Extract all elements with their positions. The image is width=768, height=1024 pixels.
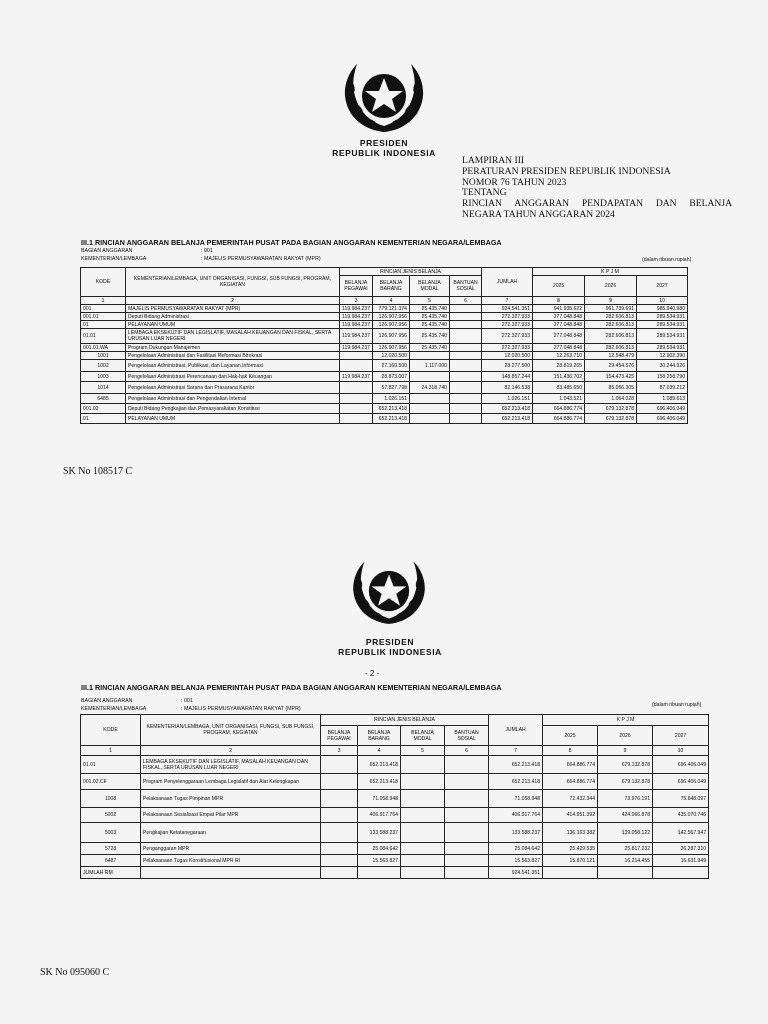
cell-bantuan-sosial [445, 855, 489, 867]
cell-belanja-pegawai [340, 352, 373, 360]
cell-uraian: LEMBAGA EKSEKUTIF DAN LEGISLATIF, MASALAH KEUANGAN DAN FISKAL, SERTA URUSAN LUAR NEGERI [141, 756, 321, 774]
cell-kpjm-2026: 282.606.813 [585, 329, 637, 344]
cell-uraian: Deputi Bidang Administrasi [126, 313, 340, 321]
cell-kpjm-2027: 87.039.212 [637, 382, 688, 394]
cell-belanja-barang: 15.563.827 [358, 855, 401, 867]
cell-kpjm-2027: 142.567.947 [653, 823, 709, 843]
cell-kpjm-2027: 289.534.931 [637, 321, 688, 329]
cell-belanja-pegawai: 119.984.237 [340, 313, 373, 321]
cell-belanja-barang: 126.907.956 [373, 321, 410, 329]
cell-jumlah: 15.563.827 [489, 855, 543, 867]
cell-kpjm-2026: 679.132.878 [598, 774, 653, 790]
cell-belanja-modal [410, 372, 450, 382]
col-number: 2 [126, 297, 340, 305]
table-row [81, 352, 688, 360]
cell-belanja-barang: 779.121.374 [373, 305, 410, 313]
cell-kpjm-2025: 136.163.382 [543, 823, 598, 843]
cell-kode: 6485 [81, 394, 126, 404]
cell-belanja-modal [410, 404, 450, 414]
table-row [81, 843, 709, 855]
col-number: 6 [450, 297, 482, 305]
cell-belanja-pegawai [321, 843, 358, 855]
lampiran-line: RINCIAN ANGGARAN PENDAPATAN DAN BELANJA [462, 198, 732, 210]
header-kode: KODE [81, 268, 126, 297]
cell-kode: 1003 [81, 372, 126, 382]
cell-kode: 1001 [81, 352, 126, 360]
cell-bantuan-sosial [445, 774, 489, 790]
cell-jumlah: 924.541.351 [489, 867, 543, 879]
cell-uraian: PELAYANAN UMUM [126, 414, 340, 424]
table-row [81, 756, 709, 774]
cell-belanja-barang: 652.213.418 [358, 756, 401, 774]
cell-bantuan-sosial [445, 843, 489, 855]
cell-bantuan-sosial [450, 360, 482, 372]
cell-belanja-pegawai: 119.984.237 [340, 321, 373, 329]
cell-belanja-modal [401, 867, 445, 879]
cell-kpjm-2027: 26.287.310 [653, 843, 709, 855]
page-number: - 2 - [365, 669, 380, 678]
cell-belanja-modal [410, 394, 450, 404]
table-row [81, 823, 709, 843]
cell-bantuan-sosial [445, 808, 489, 823]
table-row [81, 790, 709, 808]
col-number: 4 [358, 746, 401, 756]
cell-belanja-barang: 28.873.007 [373, 372, 410, 382]
table-row [81, 414, 688, 424]
cell-jumlah: 272.327.933 [482, 329, 533, 344]
cell-belanja-modal: 25.435.740 [410, 313, 450, 321]
cell-kpjm-2025: 83.485.650 [533, 382, 585, 394]
cell-uraian: Deputi Bidang Pengkajian dan Pemasyarakatan Konstitusi [126, 404, 340, 414]
header-2026: 2026 [598, 726, 653, 746]
cell-kode: 001 [81, 305, 126, 313]
cell-belanja-pegawai [321, 774, 358, 790]
cell-kpjm-2026: 679.132.878 [585, 414, 637, 424]
cell-kpjm-2025: 277.048.848 [533, 321, 585, 329]
cell-belanja-modal: 24.318.740 [410, 382, 450, 394]
cell-jumlah: 133.588.237 [489, 823, 543, 843]
cell-kpjm-2025: 277.048.848 [533, 313, 585, 321]
cell-kpjm-2025: 25.429.535 [543, 843, 598, 855]
cell-jumlah: 82.146.538 [482, 382, 533, 394]
cell-jumlah: 924.541.351 [482, 305, 533, 313]
cell-kpjm-2026: 424.066.878 [598, 808, 653, 823]
cell-belanja-modal: 1.117.000 [410, 360, 450, 372]
col-number: 6 [445, 746, 489, 756]
cell-belanja-pegawai [321, 808, 358, 823]
cell-belanja-modal: 25.435.740 [410, 329, 450, 344]
cell-jumlah: 652.213.418 [489, 774, 543, 790]
cell-belanja-pegawai: 119.984.237 [340, 344, 373, 352]
cell-belanja-pegawai [321, 790, 358, 808]
cell-kode: 001.02 [81, 404, 126, 414]
header-rincian: RINCIAN JENIS BELANJA [321, 715, 489, 726]
cell-belanja-pegawai: 119.984.237 [340, 329, 373, 344]
cell-bantuan-sosial [450, 344, 482, 352]
cell-kpjm-2027: 696.406.049 [637, 414, 688, 424]
cell-kpjm-2025: 1.043.521 [533, 394, 585, 404]
cell-kpjm-2027: 289.534.931 [637, 329, 688, 344]
lampiran-line: LAMPIRAN III [462, 155, 525, 166]
cell-kpjm-2027 [653, 867, 709, 879]
brand-line-2: REPUBLIK INDONESIA [332, 148, 436, 158]
cell-belanja-modal [401, 808, 445, 823]
brand [284, 138, 484, 158]
cell-kpjm-2027: 696.406.049 [653, 774, 709, 790]
meta-label: BAGIAN ANGGARAN [81, 248, 133, 254]
cell-kode: 01 [81, 321, 126, 329]
cell-kpjm-2026: 29.454.576 [585, 360, 637, 372]
cell-kpjm-2025: 277.048.848 [533, 329, 585, 344]
cell-kode: 6487 [81, 855, 141, 867]
unit-note: (dalam ribuan rupiah) [642, 257, 692, 263]
table-row [81, 344, 688, 352]
cell-bantuan-sosial [450, 313, 482, 321]
meta-label: KEMENTERIAN/LEMBAGA [81, 256, 147, 262]
cell-jumlah: 652.213.418 [482, 404, 533, 414]
table-row [81, 329, 688, 344]
cell-kpjm-2026: 282.606.813 [585, 313, 637, 321]
col-number: 10 [637, 297, 688, 305]
cell-belanja-barang: 126.907.956 [373, 329, 410, 344]
header-2027: 2027 [637, 276, 688, 297]
col-number: 10 [653, 746, 709, 756]
cell-bantuan-sosial [450, 404, 482, 414]
col-number: 5 [410, 297, 450, 305]
table-row [81, 855, 709, 867]
cell-kpjm-2027: 289.534.931 [637, 313, 688, 321]
sk-number-1: SK No 108517 C [63, 466, 133, 477]
brand-line-2: REPUBLIK INDONESIA [338, 647, 442, 657]
header-belanja-barang: BELANJA BARANG [373, 276, 410, 297]
cell-jumlah: 652.213.418 [489, 756, 543, 774]
cell-kpjm-2026: 282.606.813 [585, 321, 637, 329]
cell-belanja-pegawai [321, 855, 358, 867]
cell-kpjm-2025: 15.870.121 [543, 855, 598, 867]
table-row [81, 404, 688, 414]
meta-block [81, 697, 301, 713]
cell-kpjm-2026: 679.132.878 [598, 756, 653, 774]
lampiran-line: PERATURAN PRESIDEN REPUBLIK INDONESIA [462, 165, 671, 177]
table-row [81, 774, 709, 790]
garuda-emblem-icon [346, 554, 432, 628]
cell-kode: 5002 [81, 808, 141, 823]
cell-kpjm-2026: 1.064.028 [585, 394, 637, 404]
cell-belanja-barang: 57.827.798 [373, 382, 410, 394]
header-2025: 2025 [533, 276, 585, 297]
cell-belanja-barang: 406.917.764 [358, 808, 401, 823]
cell-belanja-modal: 25.435.740 [410, 344, 450, 352]
cell-belanja-pegawai [340, 414, 373, 424]
cell-uraian: PELAYANAN UMUM [126, 321, 340, 329]
cell-kpjm-2025: 941.935.622 [533, 305, 585, 313]
cell-kpjm-2027: 985.940.980 [637, 305, 688, 313]
meta-value: : 001 [181, 698, 193, 704]
cell-uraian: Pengelolaan Administrasi dan Pengendalian Internal [126, 394, 340, 404]
cell-uraian: Program Dukungan Manajemen [126, 344, 340, 352]
cell-belanja-modal [401, 756, 445, 774]
cell-belanja-barang: 25.084.642 [358, 843, 401, 855]
cell-belanja-pegawai [340, 404, 373, 414]
table-row [81, 382, 688, 394]
col-number: 3 [321, 746, 358, 756]
table-row [81, 360, 688, 372]
cell-kode: 01.01 [81, 756, 141, 774]
cell-kpjm-2025: 72.432.344 [543, 790, 598, 808]
section-title: III.1 RINCIAN ANGGARAN BELANJA PEMERINTAH PUSAT PADA BAGIAN ANGGARAN KEMENTERIAN NEGARA/LEMBAGA [81, 238, 502, 247]
cell-kpjm-2025: 151.436.702 [533, 372, 585, 382]
cell-bantuan-sosial [445, 756, 489, 774]
table-row [81, 394, 688, 404]
cell-belanja-pegawai [321, 756, 358, 774]
table-row [81, 305, 688, 313]
col-number: 9 [598, 746, 653, 756]
cell-kpjm-2027: 289.534.931 [637, 344, 688, 352]
cell-kpjm-2027: 696.406.049 [637, 404, 688, 414]
cell-kode: 01 [81, 414, 126, 424]
col-number: 8 [533, 297, 585, 305]
cell-kpjm-2026 [598, 867, 653, 879]
cell-jumlah: 272.327.933 [482, 344, 533, 352]
budget-table-page-2 [80, 714, 709, 879]
cell-kpjm-2025: 414.951.392 [543, 808, 598, 823]
cell-kpjm-2026: 16.214.455 [598, 855, 653, 867]
cell-bantuan-sosial [450, 382, 482, 394]
cell-kpjm-2026: 12.548.479 [585, 352, 637, 360]
meta-label: KEMENTERIAN/LEMBAGA [81, 706, 147, 712]
header-belanja-modal: BELANJA MODAL [410, 276, 450, 297]
cell-bantuan-sosial [450, 394, 482, 404]
cell-belanja-barang: 652.213.418 [358, 774, 401, 790]
cell-kpjm-2027: 16.631.949 [653, 855, 709, 867]
header-kpjm: K P J M [533, 268, 688, 276]
header-bantuan-sosial: BANTUAN SOSIAL [450, 276, 482, 297]
cell-belanja-modal [410, 414, 450, 424]
lampiran-line: NEGARA TAHUN ANGGARAN 2024 [462, 208, 615, 220]
sk-number-2: SK No 095060 C [40, 967, 110, 978]
cell-jumlah: 272.327.933 [482, 321, 533, 329]
cell-belanja-modal: 25.435.740 [410, 305, 450, 313]
cell-uraian: Pengelolaan Administrasi Sarana dan Prasarana Kantor [126, 382, 340, 394]
cell-uraian: LEMBAGA EKSEKUTIF DAN LEGISLATIF, MASALAH KEUANGAN DAN FISKAL, SERTA URUSAN LUAR NEGERI [126, 329, 340, 344]
cell-kode: 01.01 [81, 329, 126, 344]
cell-jumlah: 272.327.933 [482, 313, 533, 321]
cell-belanja-barang: 126.907.956 [373, 344, 410, 352]
meta-label: BAGIAN ANGGARAN [81, 698, 133, 704]
header-belanja-pegawai: BELANJA PEGAWAI [340, 276, 373, 297]
cell-kpjm-2025: 277.048.848 [533, 344, 585, 352]
header-kpjm: K P J M [543, 715, 709, 726]
meta-value: : MAJELIS PERMUSYAWARATAN RAKYAT (MPR) [201, 256, 321, 262]
header-bantuan-sosial: BANTUAN SOSIAL [445, 726, 489, 746]
cell-uraian: Pelaksanaan Tugas Konstitusional MPR RI [141, 855, 321, 867]
cell-belanja-barang: 27.160.500 [373, 360, 410, 372]
header-2026: 2026 [585, 276, 637, 297]
cell-uraian: Pengelolaan Administrasi dan Fasilitasi Reformasi Birokrasi [126, 352, 340, 360]
cell-belanja-modal [401, 823, 445, 843]
cell-kpjm-2027: 696.406.049 [653, 756, 709, 774]
header-jumlah: JUMLAH [482, 268, 533, 297]
header-2025: 2025 [543, 726, 598, 746]
table-row [81, 321, 688, 329]
meta-block [81, 247, 321, 263]
cell-bantuan-sosial [450, 352, 482, 360]
table-row [81, 867, 709, 879]
cell-kpjm-2027: 75.848.097 [653, 790, 709, 808]
cell-jumlah: 28.277.500 [482, 360, 533, 372]
header-uraian: KEMENTERIAN/LEMBAGA, UNIT ORGANISASI, FUNGSI, SUB FUNGSI, PROGRAM, KEGIATAN [141, 715, 321, 746]
lampiran-line: NOMOR 76 TAHUN 2023 [462, 176, 567, 188]
cell-kpjm-2027: 1.089.613 [637, 394, 688, 404]
cell-belanja-barang: 12.020.500 [373, 352, 410, 360]
cell-jumlah: 652.213.418 [482, 414, 533, 424]
table-row [81, 313, 688, 321]
table-row [81, 808, 709, 823]
cell-kpjm-2025: 664.886.774 [543, 756, 598, 774]
cell-bantuan-sosial [450, 372, 482, 382]
cell-belanja-modal [410, 352, 450, 360]
cell-uraian: Program Penyelenggaraan Lembaga Legislatif dan Alat Kelengkapan [141, 774, 321, 790]
unit-note: (dalam ribuan rupiah) [652, 702, 702, 708]
meta-value: : MAJELIS PERMUSYAWARATAN RAKYAT (MPR) [181, 706, 301, 712]
cell-kpjm-2025: 664.886.774 [533, 414, 585, 424]
cell-belanja-barang: 652.213.418 [373, 414, 410, 424]
col-number: 7 [489, 746, 543, 756]
cell-jumlah: 1.026.151 [482, 394, 533, 404]
header-belanja-barang: BELANJA BARANG [358, 726, 401, 746]
header-rincian: RINCIAN JENIS BELANJA [340, 268, 482, 276]
cell-kode: 001.01.WA [81, 344, 126, 352]
col-number: 1 [81, 746, 141, 756]
cell-kpjm-2025: 28.819.265 [533, 360, 585, 372]
cell-uraian [141, 867, 321, 879]
cell-kode: JUMLAH RM [81, 867, 141, 879]
cell-belanja-barang: 652.213.418 [373, 404, 410, 414]
col-number: 8 [543, 746, 598, 756]
col-number: 2 [141, 746, 321, 756]
header-belanja-modal: BELANJA MODAL [401, 726, 445, 746]
table-row [81, 372, 688, 382]
cell-kpjm-2027: 435.070.746 [653, 808, 709, 823]
cell-jumlah: 12.020.500 [482, 352, 533, 360]
meta-value: : 001 [201, 248, 213, 254]
section-title: III.1 RINCIAN ANGGARAN BELANJA PEMERINTAH PUSAT PADA BAGIAN ANGGARAN KEMENTERIAN NEGARA/LEMBAGA [81, 683, 502, 692]
header-jumlah: JUMLAH [489, 715, 543, 746]
cell-kpjm-2027: 12.902.390 [637, 352, 688, 360]
cell-kode: 5003 [81, 823, 141, 843]
cell-kpjm-2026: 679.132.878 [585, 404, 637, 414]
header-kode: KODE [81, 715, 141, 746]
cell-belanja-barang: 133.588.237 [358, 823, 401, 843]
cell-kpjm-2026: 154.473.425 [585, 372, 637, 382]
cell-uraian: Penganggaran MPR [141, 843, 321, 855]
brand-line-1: PRESIDEN [359, 138, 409, 148]
cell-belanja-pegawai [340, 394, 373, 404]
cell-kpjm-2025: 12.263.710 [533, 352, 585, 360]
cell-kpjm-2026: 282.606.813 [585, 344, 637, 352]
cell-jumlah: 25.084.642 [489, 843, 543, 855]
cell-kpjm-2025 [543, 867, 598, 879]
col-number: 5 [401, 746, 445, 756]
cell-bantuan-sosial [450, 414, 482, 424]
brand-line-1: PRESIDEN [365, 637, 415, 647]
cell-bantuan-sosial [445, 867, 489, 879]
cell-jumlah: 71.058.948 [489, 790, 543, 808]
cell-belanja-modal [401, 855, 445, 867]
cell-kode: 1014 [81, 382, 126, 394]
cell-bantuan-sosial [445, 790, 489, 808]
cell-kpjm-2026: 139.058.122 [598, 823, 653, 843]
brand [290, 637, 490, 657]
cell-kpjm-2027: 30.244.926 [637, 360, 688, 372]
cell-kode: 5728 [81, 843, 141, 855]
cell-belanja-pegawai [321, 867, 358, 879]
cell-belanja-pegawai [321, 823, 358, 843]
cell-belanja-barang [358, 867, 401, 879]
header-uraian: KEMENTERIAN/LEMBAGA, UNIT ORGANISASI, FUNGSI, SUB FUNGSI, PROGRAM, KEGIATAN [126, 268, 340, 297]
cell-belanja-pegawai: 119.984.237 [340, 305, 373, 313]
cell-kode: 1002 [81, 360, 126, 372]
budget-table-page-1 [80, 267, 688, 424]
cell-belanja-barang: 1.026.151 [373, 394, 410, 404]
cell-uraian: Pengelolaan Administrasi Perencanaan dan Hak-hak Keuangan [126, 372, 340, 382]
col-number: 3 [340, 297, 373, 305]
cell-kpjm-2026: 961.739.691 [585, 305, 637, 313]
cell-bantuan-sosial [450, 305, 482, 313]
cell-belanja-barang: 71.058.948 [358, 790, 401, 808]
cell-jumlah: 406.917.764 [489, 808, 543, 823]
cell-belanja-barang: 126.907.956 [373, 313, 410, 321]
cell-bantuan-sosial [445, 823, 489, 843]
col-number: 7 [482, 297, 533, 305]
cell-belanja-modal [401, 843, 445, 855]
cell-kode: 1008 [81, 790, 141, 808]
cell-belanja-pegawai [340, 382, 373, 394]
header-2027: 2027 [653, 726, 709, 746]
cell-kpjm-2027: 158.258.790 [637, 372, 688, 382]
cell-bantuan-sosial [450, 329, 482, 344]
cell-belanja-modal: 25.435.740 [410, 321, 450, 329]
cell-kpjm-2026: 25.817.232 [598, 843, 653, 855]
garuda-emblem-icon [337, 56, 431, 136]
cell-bantuan-sosial [450, 321, 482, 329]
cell-kpjm-2025: 664.886.774 [543, 774, 598, 790]
cell-kpjm-2026: 73.976.191 [598, 790, 653, 808]
lampiran-line: TENTANG [462, 187, 507, 199]
cell-kpjm-2025: 664.886.774 [533, 404, 585, 414]
col-number: 1 [81, 297, 126, 305]
cell-belanja-modal [401, 790, 445, 808]
cell-uraian: Pelaksanaan Sosialisasi Empat Pilar MPR [141, 808, 321, 823]
cell-kode: 001.02.CF [81, 774, 141, 790]
col-number: 4 [373, 297, 410, 305]
cell-uraian: MAJELIS PERMUSYAWARATAN RAKYAT (MPR) [126, 305, 340, 313]
cell-uraian: Pengelolaan Administrasi, Publikasi, dan Layanan Informasi [126, 360, 340, 372]
cell-uraian: Pengkajian Ketatanegaraan [141, 823, 321, 843]
cell-belanja-pegawai: 119.984.237 [340, 372, 373, 382]
cell-jumlah: 148.857.244 [482, 372, 533, 382]
col-number: 9 [585, 297, 637, 305]
cell-uraian: Pelaksanaan Tugas Pimpinan MPR [141, 790, 321, 808]
cell-kpjm-2026: 85.066.305 [585, 382, 637, 394]
cell-belanja-modal [401, 774, 445, 790]
header-belanja-pegawai: BELANJA PEGAWAI [321, 726, 358, 746]
cell-belanja-pegawai [340, 360, 373, 372]
lampiran-block [462, 156, 732, 221]
cell-kode: 001.01 [81, 313, 126, 321]
